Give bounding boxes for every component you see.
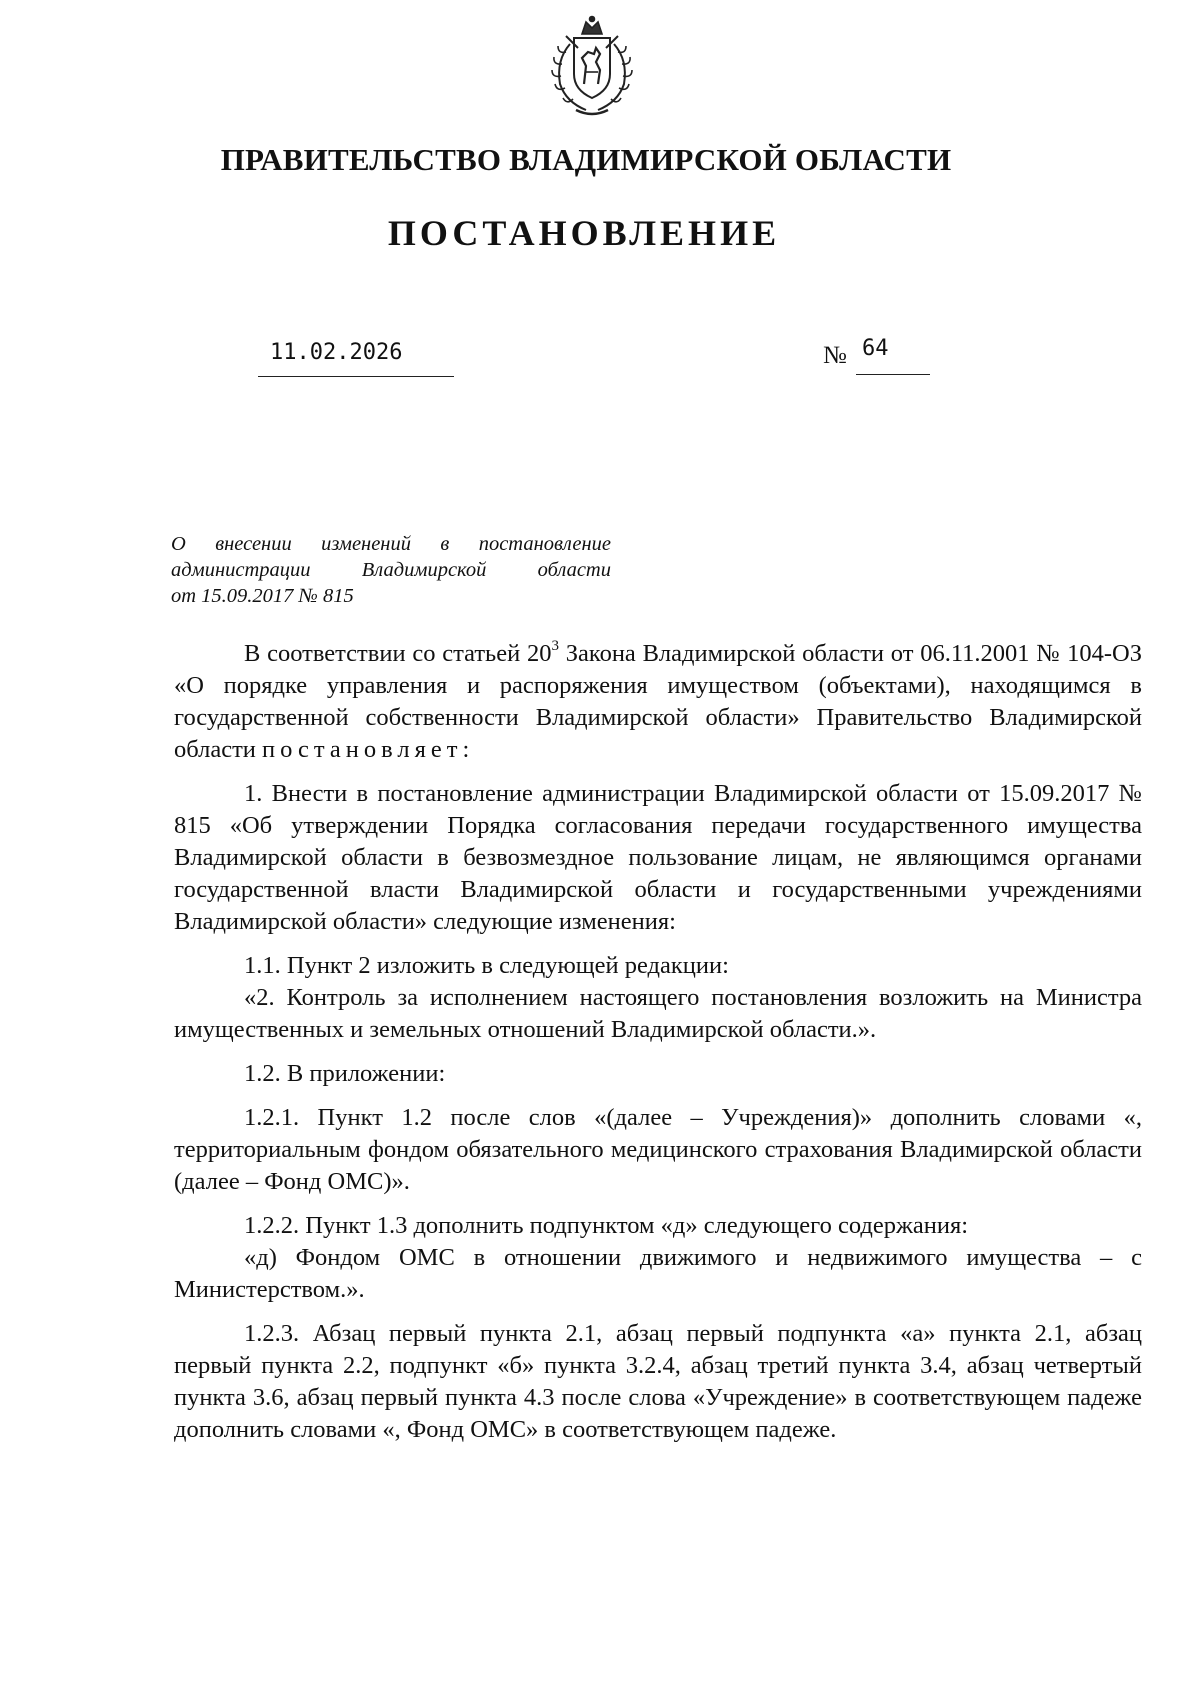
paragraph-1-1-text: «2. Контроль за исполнением настоящего постановления возложить на Министра имущественных и земельных отношений Владимирской области.».: [174, 984, 1142, 1043]
preamble-text-a: В соответствии со статьей 20: [244, 640, 552, 667]
coat-of-arms-icon: [536, 14, 648, 118]
paragraph-1-2-2-text: «д) Фондом ОМС в отношении движимого и недвижимого имущества – с Министерством.».: [174, 1244, 1142, 1303]
document-type-title: ПОСТАНОВЛЕНИЕ: [387, 213, 781, 253]
number-field: [856, 336, 930, 375]
decree-word: постановляет:: [262, 736, 475, 763]
paragraph-1-2-2: 1.2.2. Пункт 1.3 дополнить подпунктом «д» следующего содержания:: [244, 1212, 969, 1239]
document-body: [174, 638, 1142, 1446]
document-number: 64: [862, 336, 889, 361]
document-subject: [171, 531, 611, 609]
subject-line-1: О внесении изменений в постановление: [171, 533, 611, 555]
subject-line-3: от 15.09.2017 № 815: [171, 585, 354, 607]
preamble-paragraph: [174, 638, 1142, 766]
subject-line-2: администрации Владимирской области: [171, 559, 611, 581]
date-field: [258, 340, 454, 377]
paragraph-1-1: 1.1. Пункт 2 изложить в следующей редакции:: [244, 952, 729, 979]
number-sign: №: [823, 342, 847, 369]
article-superscript: 3: [551, 637, 559, 654]
paragraph-1-2-1: 1.2.1. Пункт 1.2 после слов «(далее – Учреждения)» дополнить словами «, территориальным фондом обязательного медицинского страхования Владимирской области (далее – Фонд ОМС)».: [174, 1104, 1142, 1195]
paragraph-1-2: 1.2. В приложении:: [244, 1060, 446, 1087]
paragraph-1: 1. Внести в постановление администрации Владимирской области от 15.09.2017 № 815 «Об утверждении Порядка согласования передачи государственного имущества Владимирской области в безвозмездное пользование лицам, не являющимся органами государственной власти Владимирской области и государственными учреждениями Владимирской области» следующие изменения:: [174, 780, 1142, 935]
document-date: 11.02.2026: [270, 340, 403, 365]
paragraph-1-2-3: 1.2.3. Абзац первый пункта 2.1, абзац первый подпункта «а» пункта 2.1, абзац первый пункта 2.2, подпункт «б» пункта 3.2.4, абзац третий пункта 3.4, абзац четвертый пункта 3.6, абзац первый пункта 4.3 после слова «Учреждение» в соответствующем падеже дополнить словами «, Фонд ОМС» в соответствующем падеже.: [174, 1320, 1142, 1443]
organization-title: ПРАВИТЕЛЬСТВО ВЛАДИМИРСКОЙ ОБЛАСТИ: [220, 142, 952, 177]
preamble-text-b: Закона Владимирской области от 06.11.2001 № 104-ОЗ «О порядке управления и распоряжения имуществом (объектами), находящимся в государственной собственности Владимирской области» Правительство Владимирской области: [174, 640, 1142, 763]
